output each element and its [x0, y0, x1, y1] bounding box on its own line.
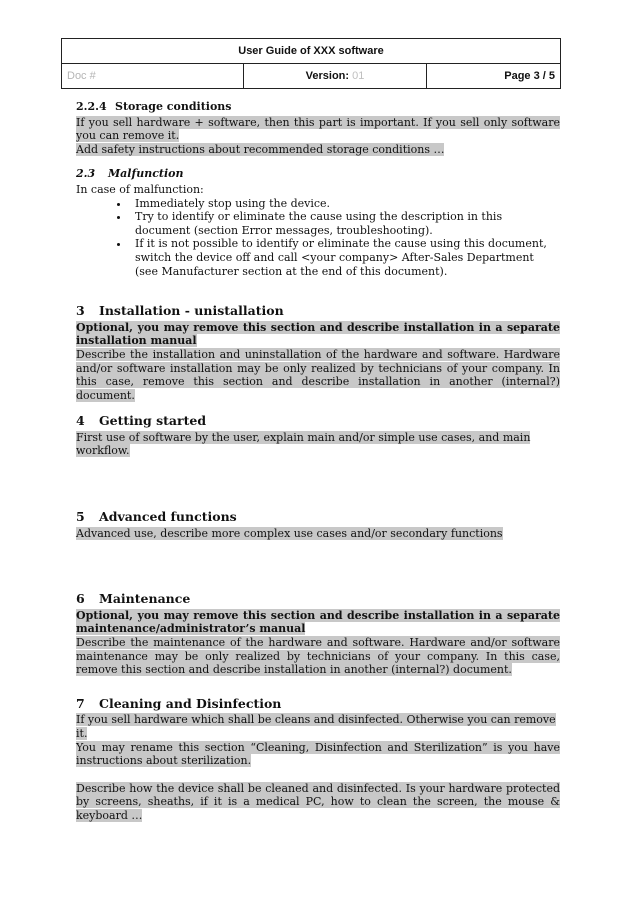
- version-value: 01: [352, 70, 365, 82]
- heading-text: Storage conditions: [115, 100, 232, 113]
- heading-text: Maintenance: [99, 591, 191, 607]
- doc-number-cell: Doc #: [62, 64, 244, 89]
- list-item: • Try to identify or eliminate the cause using the description in this document (section Error messages, troubleshooting).: [130, 210, 560, 237]
- paragraph: Describe the maintenance of the hardware and software. Hardware and/or software maintenance may be only realized by technicians of your company. In this case, remove this section and describe installation in another (internal?) document.: [76, 636, 560, 677]
- heading-text: Cleaning and Disinfection: [99, 695, 282, 711]
- heading-text: Advanced functions: [99, 509, 237, 525]
- bold-note: Optional, you may remove this section and describe installation in a separate installation manual: [76, 320, 560, 348]
- heading-number: 2.2.4: [76, 100, 107, 113]
- paragraph: You may rename this section “Cleaning, Disinfection and Sterilization” is you have instructions about sterilization.: [76, 740, 560, 768]
- heading-number: 4: [76, 413, 85, 429]
- list-item: • Immediately stop using the device.: [130, 197, 560, 211]
- heading-maintenance: [76, 592, 560, 606]
- bold-note: Optional, you may remove this section and describe installation in a separate maintenance/administrator’s manual: [76, 608, 560, 636]
- heading-number: 3: [76, 303, 85, 319]
- heading-text: Installation - unistallation: [99, 303, 284, 319]
- heading-malfunction: [76, 167, 560, 181]
- page-number: Page 3 / 5: [427, 64, 561, 89]
- version-cell: [244, 64, 427, 89]
- heading-number: 6: [76, 591, 85, 607]
- heading-number: 2.3: [76, 167, 96, 181]
- heading-text: Getting started: [99, 413, 207, 429]
- heading-number: 5: [76, 509, 85, 525]
- bullet-list: [76, 197, 560, 279]
- heading-text: Malfunction: [108, 167, 184, 181]
- paragraph: Describe how the device shall be cleaned and disinfected. Is your hardware protected by screens, sheaths, if it is a medical PC, how to clean the screen, the mouse & keyboard …: [76, 781, 560, 822]
- heading-cleaning-disinfection: [76, 697, 560, 711]
- document-title: User Guide of XXX software: [62, 39, 561, 64]
- heading-number: 7: [76, 695, 85, 711]
- paragraph: Add safety instructions about recommended storage conditions …: [76, 142, 445, 156]
- version-label: Version:: [305, 70, 350, 82]
- heading-storage-conditions: [76, 100, 560, 114]
- heading-installation: [76, 304, 560, 318]
- paragraph: Describe the installation and uninstallation of the hardware and software. Hardware and/or software installation may be only realized by technicians of your company. In this case, remove this section and describe installation in another (internal?) document.: [76, 347, 560, 402]
- heading-advanced-functions: [76, 510, 560, 524]
- paragraph: In case of malfunction:: [76, 182, 204, 196]
- heading-getting-started: [76, 414, 560, 428]
- paragraph: Advanced use, describe more complex use cases and/or secondary functions: [76, 526, 503, 540]
- paragraph: If you sell hardware which shall be cleans and disinfected. Otherwise you can remove it.: [76, 713, 556, 740]
- document-body: [76, 100, 560, 823]
- page-header-table: [61, 38, 561, 89]
- paragraph: First use of software by the user, explain main and/or simple use cases, and main workflow.: [76, 430, 531, 458]
- paragraph: If you sell hardware + software, then this part is important. If you sell only software you can remove it.: [76, 115, 560, 143]
- list-item: • If it is not possible to identify or eliminate the cause using this document, switch the device off and call <your company> After-Sales Department (see Manufacturer section at the end of this document).: [130, 237, 560, 278]
